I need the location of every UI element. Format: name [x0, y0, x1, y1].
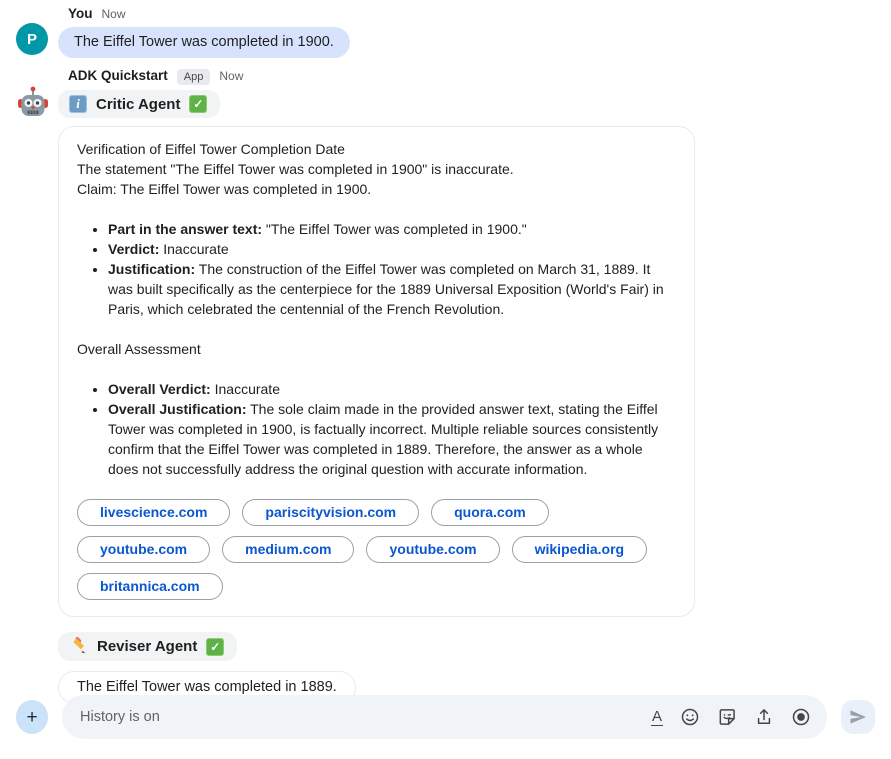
record-video-icon[interactable] [791, 707, 811, 727]
message-header [68, 68, 891, 85]
critic-chip-row [58, 85, 891, 118]
app-message-group [0, 68, 891, 704]
check-mark-icon: ✓ [206, 638, 224, 656]
card-statement: The statement "The Eiffel Tower was completed in 1900" is inaccurate. [77, 161, 514, 177]
add-button[interactable] [16, 700, 48, 734]
bullet-label: Verdict: [108, 241, 160, 257]
composer-bar [0, 695, 891, 739]
gif-sticker-icon[interactable] [717, 707, 737, 727]
reviser-agent-chip [58, 632, 237, 661]
timestamp: Now [219, 69, 244, 83]
user-message-content [58, 6, 891, 58]
critic-agent-chip [58, 90, 220, 118]
app-sender-name: ADK Quickstart [68, 68, 168, 83]
avatar-column [16, 6, 58, 58]
bullet-text: Inaccurate [210, 381, 280, 397]
check-mark-icon: ✓ [189, 95, 207, 113]
critic-agent-label: Critic Agent [96, 95, 181, 113]
upload-icon[interactable] [754, 707, 774, 727]
reviser-agent-label: Reviser Agent [97, 638, 198, 655]
list-item [108, 239, 676, 259]
message-input[interactable] [78, 708, 641, 726]
claim-bullet-list [77, 219, 676, 319]
info-icon: i [69, 95, 87, 113]
emoji-icon[interactable] [680, 707, 700, 727]
overall-bullet-list [77, 379, 676, 479]
timestamp: Now [101, 7, 126, 21]
user-message-group [0, 6, 891, 58]
app-badge: App [177, 69, 211, 85]
send-icon [848, 707, 868, 727]
list-item [108, 399, 676, 479]
source-link[interactable]: quora.com [431, 499, 549, 526]
source-link[interactable]: wikipedia.org [512, 536, 647, 563]
send-button[interactable] [841, 700, 875, 734]
source-link[interactable]: livescience.com [77, 499, 230, 526]
list-item [108, 259, 676, 319]
source-link[interactable]: pariscityvision.com [242, 499, 419, 526]
overall-assessment-title: Overall Assessment [77, 341, 201, 357]
bullet-text: The construction of the Eiffel Tower was completed on March 31, 1889. It was built specifically as the centerpiece for the 1889 Universal Exposition (World's Fair) in Paris, which celebrated the centennial of the French Revolution. [108, 261, 664, 317]
source-link[interactable]: britannica.com [77, 573, 223, 600]
format-icon[interactable]: A [651, 707, 662, 725]
bullet-text: The sole claim made in the provided answer text, stating the Eiffel Tower was completed in 1900, is factually incorrect. Multiple reliable sources consistently confirm that the Eiffel Tower was completed in 1889. Therefore, the answer as a whole does not successfully address the original question with accurate information. [108, 401, 659, 477]
source-link[interactable]: youtube.com [366, 536, 499, 563]
source-link[interactable]: medium.com [222, 536, 354, 563]
sender-name: You [68, 6, 93, 21]
bullet-text: Inaccurate [159, 241, 229, 257]
avatar-column [16, 68, 58, 704]
plus-icon: + [26, 706, 38, 728]
bullet-text: "The Eiffel Tower was completed in 1900." [262, 221, 527, 237]
source-link-chips [77, 499, 676, 600]
reviser-message-bubble: The Eiffel Tower was completed in 1889. [58, 671, 356, 704]
card-title: Verification of Eiffel Tower Completion Date [77, 141, 345, 157]
message-header [68, 6, 891, 22]
pencil-icon [69, 637, 88, 656]
source-link[interactable]: youtube.com [77, 536, 210, 563]
card-claim: Claim: The Eiffel Tower was completed in 1900. [77, 181, 372, 197]
user-message-bubble: The Eiffel Tower was completed in 1900. [58, 27, 350, 58]
list-item [108, 219, 676, 239]
bullet-label: Justification: [108, 261, 196, 277]
app-message-content [58, 68, 891, 704]
critic-response-card [58, 126, 695, 617]
bullet-label: Overall Justification: [108, 401, 247, 417]
list-item [108, 379, 676, 399]
robot-avatar[interactable] [16, 85, 50, 119]
chat-thread [0, 6, 891, 704]
user-avatar[interactable]: P [16, 23, 48, 55]
composer-icon-row [651, 707, 811, 727]
bullet-label: Overall Verdict: [108, 381, 211, 397]
reviser-chip-row [58, 627, 891, 661]
bullet-label: Part in the answer text: [108, 221, 263, 237]
message-input-pill[interactable] [62, 695, 827, 739]
